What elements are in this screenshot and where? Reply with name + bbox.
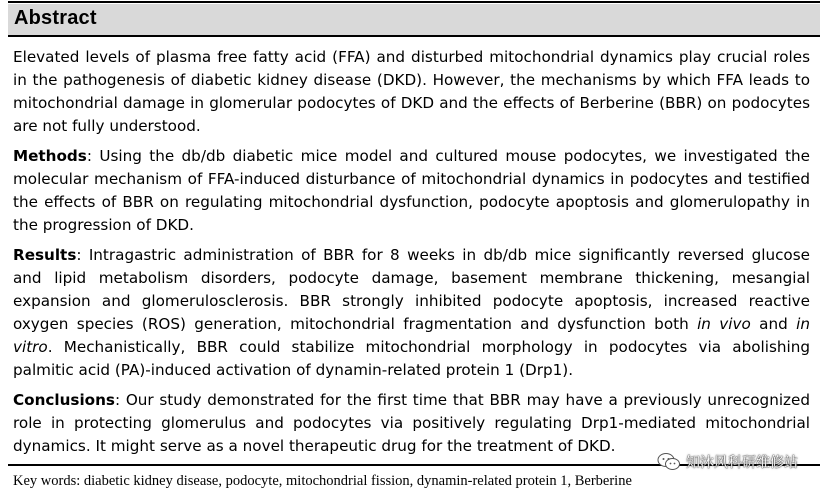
abstract-body — [13, 46, 810, 465]
results-paragraph — [13, 244, 810, 382]
watermark — [657, 452, 798, 472]
keywords: Key words: diabetic kidney disease, podocyte, mitochondrial fission, dynamin-related protein 1, Berberine — [13, 473, 632, 489]
background-text: Elevated levels of plasma free fatty acid (FFA) and disturbed mitochondrial dynamics play crucial roles in the pathogenesis of diabetic kidney disease (DKD). However, the mechanisms by which FFA leads to mitochondrial damage in glomerular podocytes of DKD and the effects of Berberine (BBR) on podocytes are not fully understood. — [13, 48, 810, 135]
section-header — [8, 4, 820, 37]
results-text-b: . Mechanistically, BBR could stabilize mitochondrial morphology in podocytes via abolishing palmitic acid (PA)-induced activation of dynamin-related protein 1 (Drp1). — [13, 338, 810, 379]
methods-label: Methods — [13, 147, 87, 165]
top-rule — [8, 1, 820, 3]
section-title: Abstract — [14, 7, 97, 29]
wechat-icon — [657, 452, 681, 472]
methods-text: : Using the db/db diabetic mice model and cultured mouse podocytes, we investigated the molecular mechanism of FFA-induced disturbance of mitochondrial dynamics in podocytes and testified the effects of BBR on regulating mitochondrial dysfunction, podocyte apoptosis and glomerulopathy in the progression of DKD. — [13, 147, 810, 234]
background-paragraph — [13, 46, 810, 138]
methods-paragraph — [13, 145, 810, 237]
results-in-vivo: in vivo — [697, 315, 751, 333]
results-in-vitro: in vitro — [13, 315, 810, 356]
results-text-a: : Intragastric administration of BBR for 8 weeks in db/db mice significantly reversed glucose and lipid metabolism disorders, podocyte damage, basement membrane thickening, mesangial expansion and glomerulosclerosis. BBR strongly inhibited podocyte apoptosis, increased reactive oxygen species (ROS) generation, mitochondrial fragmentation and dysfunction both — [13, 246, 810, 333]
conclusions-paragraph — [13, 389, 810, 458]
conclusions-text: : Our study demonstrated for the first time that BBR may have a previously unrecognized role in protecting glomerulus and podocytes via positively regulating Drp1-mediated mitochondrial dynamics. It might serve as a novel therapeutic drug for the treatment of DKD. — [13, 391, 810, 455]
results-and: and — [750, 315, 797, 333]
conclusions-label: Conclusions — [13, 391, 115, 409]
results-label: Results — [13, 246, 77, 264]
watermark-text: 知沐风科研维修站 — [686, 455, 798, 471]
